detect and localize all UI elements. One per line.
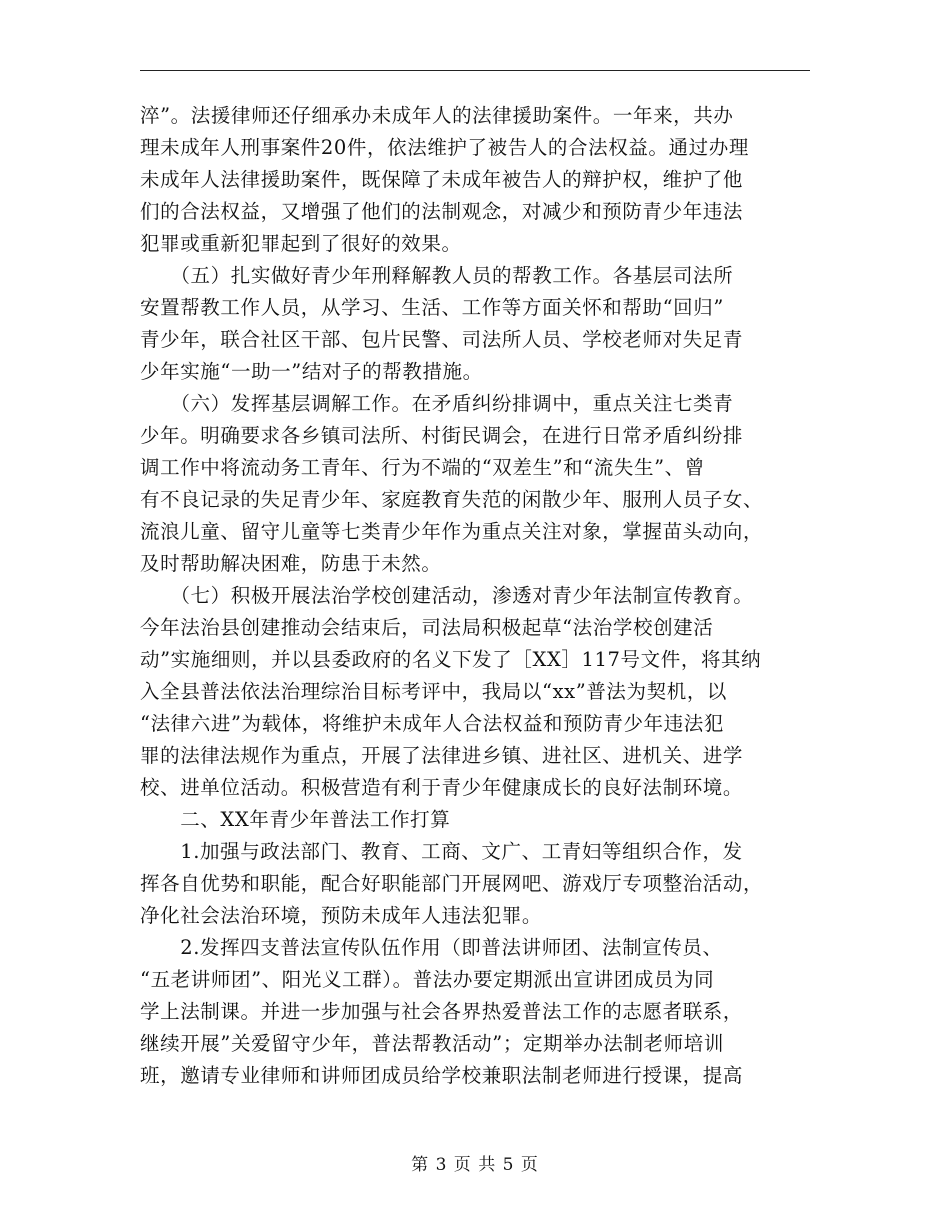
text-line: （六）发挥基层调解工作。在矛盾纠纷排调中，重点关注七类青 [140,392,734,415]
text-line: 少年。明确要求各乡镇司法所、村街民调会，在进行日常矛盾纠纷排 [140,424,744,447]
text-line: 淬”。法援律师还仔细承办未成年人的法律援助案件。一年来，共办 [140,104,734,127]
text-line: 1.加强与政法部门、教育、工商、文广、工青妇等组织合作，发 [140,840,743,863]
text-line: 净化社会法治环境，预防未成年人违法犯罪。 [140,904,543,927]
text-line: 动”实施细则，并以县委政府的名义下发了［XX］117号文件，将其纳 [140,648,762,671]
text-line: “五老讲师团”、阳光义工群）。普法办要定期派出宣讲团成员为同 [140,968,715,991]
text-line: （五）扎实做好青少年刑释解教人员的帮教工作。各基层司法所 [140,264,734,287]
text-line: 今年法治县创建推动会结束后，司法局积极起草“法治学校创建活 [140,616,714,639]
text-line: 理未成年人刑事案件20件，依法维护了被告人的合法权益。通过办理 [140,136,749,159]
document-body [140,100,810,1092]
text-line: 罪的法律法规作为重点，开展了法律进乡镇、进社区、进机关、进学 [140,744,744,767]
text-line: 入全县普法依法治理综治目标考评中，我局以“xx”普法为契机，以 [140,680,728,703]
text-line: 学上法制课。并进一步加强与社会各界热爱普法工作的志愿者联系， [140,1000,744,1023]
text-line: 及时帮助解决困难，防患于未然。 [140,552,442,575]
text-line: 青少年，联合社区干部、包片民警、司法所人员、学校老师对失足青 [140,328,744,351]
text-line: 调工作中将流动务工青年、行为不端的“双差生”和“流失生”、曾 [140,456,705,479]
text-line: 挥各自优势和职能，配合好职能部门开展网吧、游戏厅专项整治活动， [140,872,764,895]
text-line: 校、进单位活动。积极营造有利于青少年健康成长的良好法制环境。 [140,776,744,799]
text-line: 安置帮教工作人员，从学习、生活、工作等方面关怀和帮助“回归” [140,296,724,319]
text-line: 继续开展”关爱留守少年，普法帮教活动”；定期举办法制老师培训 [140,1032,724,1055]
text-line: 流浪儿童、留守儿童等七类青少年作为重点关注对象，掌握苗头动向， [140,520,764,543]
text-line: “法律六进”为载体，将维护未成年人合法权益和预防青少年违法犯 [140,712,724,735]
page-number-footer: 第 3 页 共 5 页 [411,1155,539,1175]
text-line: 们的合法权益，又增强了他们的法制观念，对减少和预防青少年违法 [140,200,744,223]
text-line: 班，邀请专业律师和讲师团成员给学校兼职法制老师进行授课，提高 [140,1064,744,1087]
text-line: 少年实施“一助一”结对子的帮教措施。 [140,360,483,383]
text-line: 2.发挥四支普法宣传队伍作用（即普法讲师团、法制宣传员、 [140,936,723,959]
text-line: 二、XX年青少年普法工作打算 [140,808,451,831]
text-line: （七）积极开展法治学校创建活动，渗透对青少年法制宣传教育。 [140,584,754,607]
text-line: 有不良记录的失足青少年、家庭教育失范的闲散少年、服刑人员子女、 [140,488,764,511]
text-line: 犯罪或重新犯罪起到了很好的效果。 [140,232,462,255]
text-line: 未成年人法律援助案件，既保障了未成年被告人的辩护权，维护了他 [140,168,744,191]
header-rule [140,70,810,71]
